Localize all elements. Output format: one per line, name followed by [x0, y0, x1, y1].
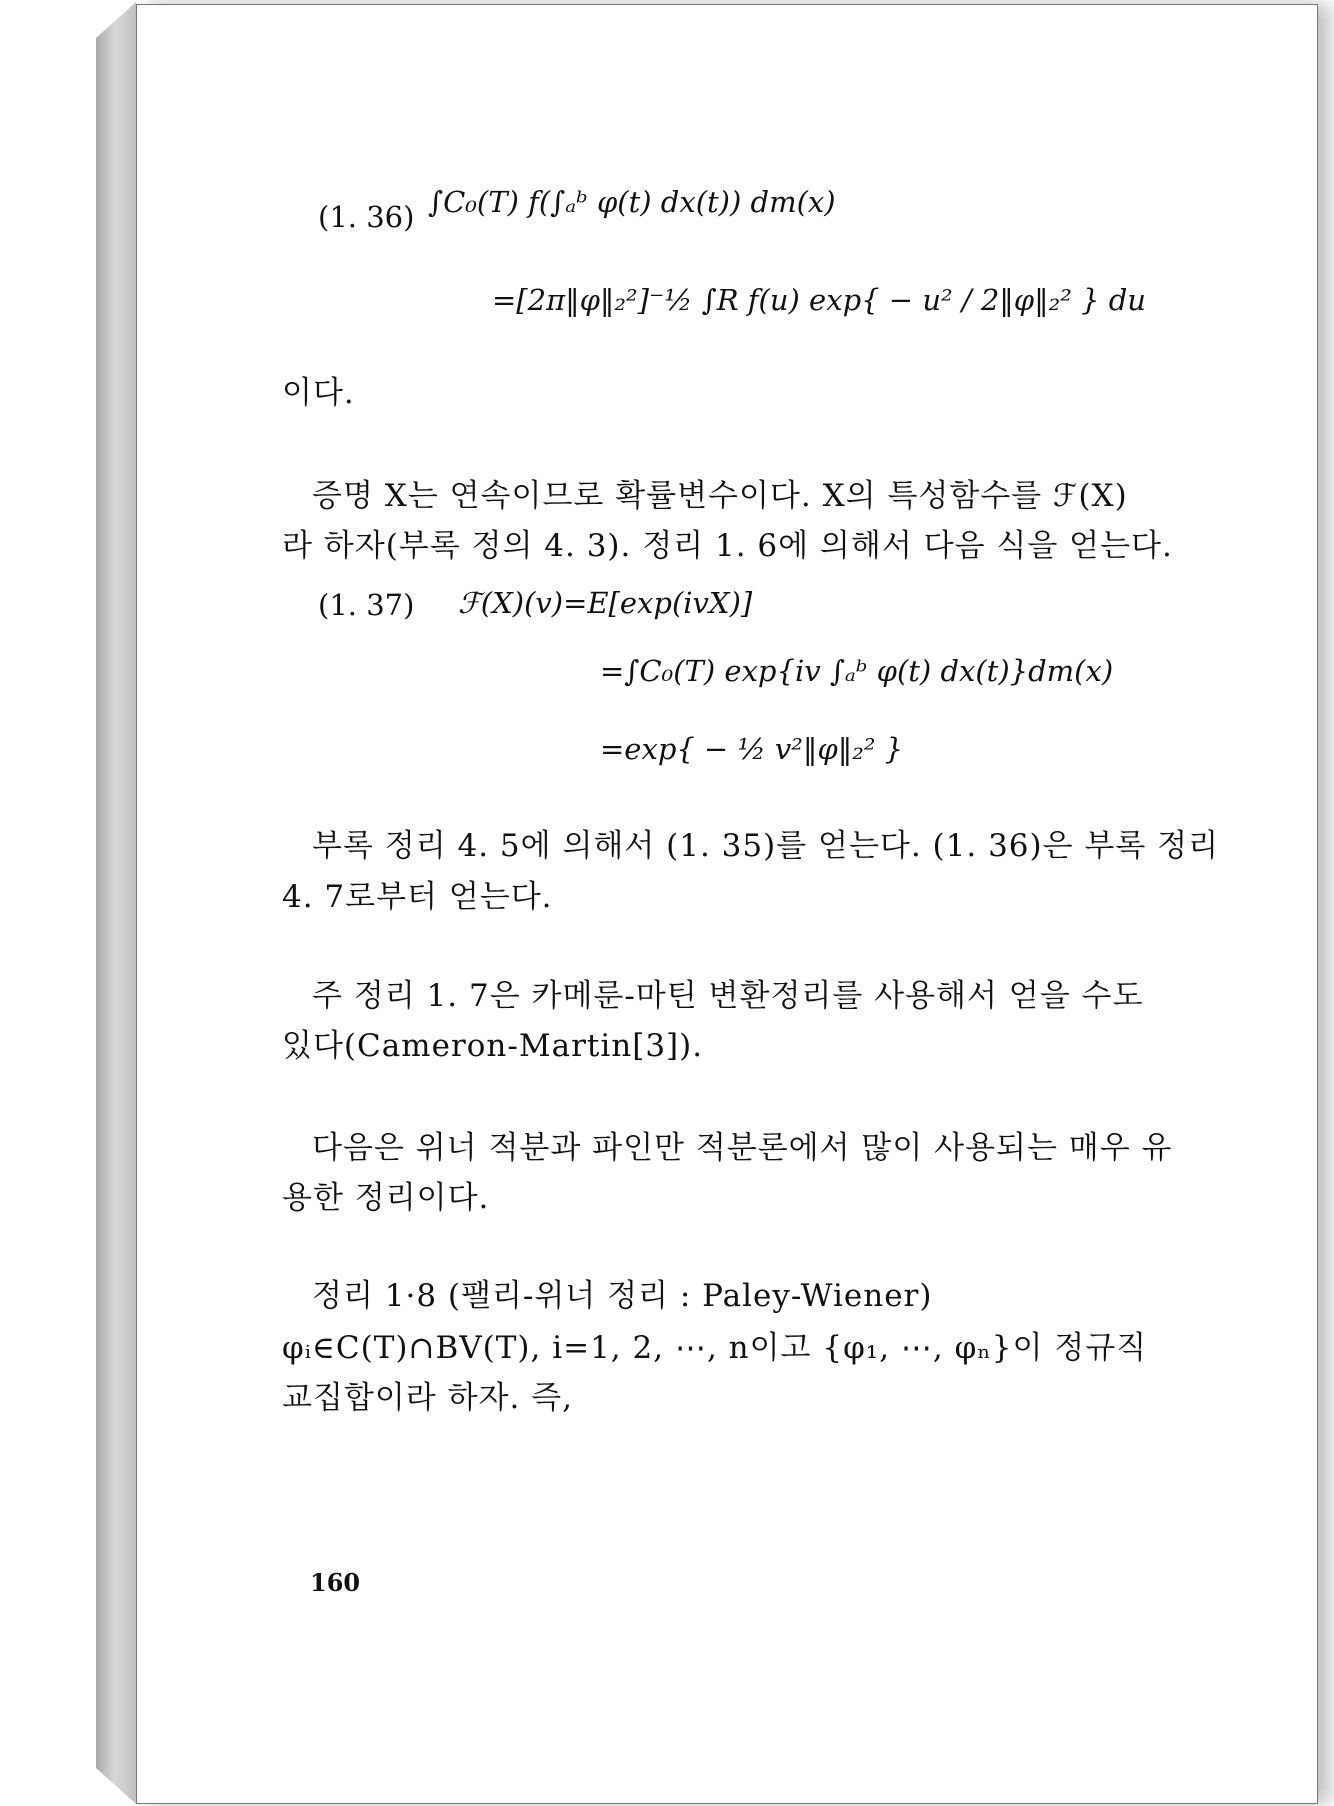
- proof-line-1: 증명 X는 연속이므로 확률변수이다. X의 특성함수를 ℱ(X): [312, 478, 1128, 514]
- paragraph-2-line-1: 부록 정리 4. 5에 의해서 (1. 35)를 얻는다. (1. 36)은 부록 정리: [312, 828, 1220, 864]
- book-spine: [96, 2, 136, 1804]
- text-ida: 이다.: [282, 375, 355, 411]
- paragraph-2-line-2: 4. 7로부터 얻는다.: [282, 879, 553, 915]
- proof-line-2: 라 하자(부록 정의 4. 3). 정리 1. 6에 의해서 다음 식을 얻는다.: [282, 528, 1173, 564]
- equation-1-36-line2: =[2π‖φ‖₂²]⁻½ ∫R f(u) exp{ − u² / 2‖φ‖₂² } du: [492, 283, 1146, 317]
- paragraph-3-line-1: 다음은 위너 적분과 파인만 적분론에서 많이 사용되는 매우 유: [312, 1130, 1173, 1166]
- theorem-title: 정리 1·8 (팰리-위너 정리 : Paley-Wiener): [312, 1278, 933, 1314]
- equation-1-37-line1: ℱ(X)(v)=E[exp(ivX)]: [458, 586, 753, 620]
- paragraph-3-line-2: 용한 정리이다.: [282, 1180, 490, 1216]
- theorem-line-2: 교집합이라 하자. 즉,: [282, 1380, 573, 1416]
- equation-number-1-36: (1. 36): [318, 200, 415, 234]
- page-number: 160: [310, 1568, 361, 1597]
- note-line-1: 주 정리 1. 7은 카메룬-마틴 변환정리를 사용해서 얻을 수도: [312, 978, 1144, 1014]
- equation-number-1-37: (1. 37): [318, 588, 415, 622]
- equation-1-37-line3: =exp{ − ½ v²‖φ‖₂² }: [600, 732, 904, 766]
- theorem-line-1: φᵢ∈C(T)∩BV(T), i=1, 2, ⋯, n이고 {φ₁, ⋯, φₙ}이 정규직: [282, 1330, 1148, 1366]
- equation-1-37-line2: =∫C₀(T) exp{iv ∫ₐᵇ φ(t) dx(t)}dm(x): [600, 654, 1114, 688]
- equation-1-36-line1: ∫C₀(T) f(∫ₐᵇ φ(t) dx(t)) dm(x): [428, 185, 836, 219]
- note-line-2: 있다(Cameron-Martin[3]).: [282, 1028, 704, 1064]
